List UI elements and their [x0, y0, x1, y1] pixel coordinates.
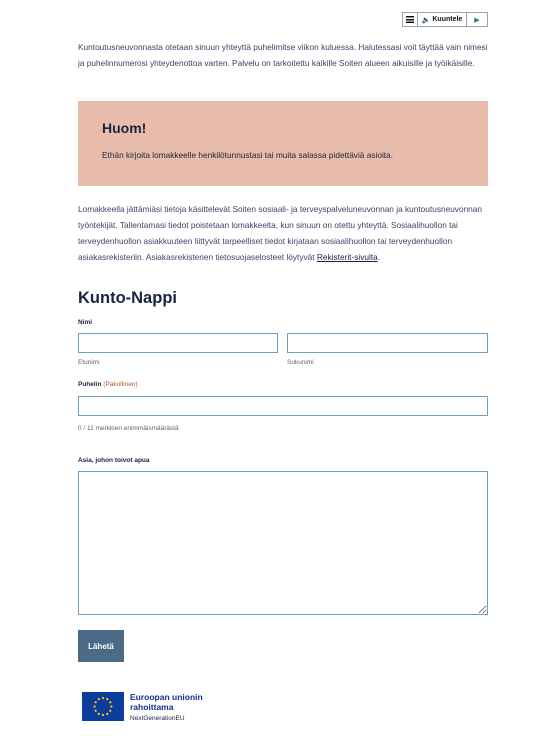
topic-label: Asia, johon toivot apua	[78, 457, 150, 464]
privacy-text: Lomakkeella jättämiäsi tietoja käsittelevät Soiten sosiaali- ja terveyspalveluneuvonnan ja kuntoutusneuvonnan työntekijät. Tallentamasi tiedot poistetaan lomakkeelta, kun sinuun on otettu yhteyttä. Sosiaalihuollon tai terveydenhuollon asiakkuuteen liittyvät tarpeelliset tiedot kirjataan sosiaalihuollon tai terveydenhuollon asiakasrekisteriin. Asiakasrekisterien tietosuojaselosteet löytyvät	[78, 204, 483, 262]
eu-text	[130, 692, 203, 722]
play-icon[interactable]: ▶	[474, 16, 480, 24]
read-aloud-toolbar	[402, 12, 488, 27]
privacy-end: .	[377, 252, 381, 262]
listen-label: Kuuntele	[432, 16, 463, 23]
first-name-sublabel: Etunimi	[78, 359, 100, 366]
eu-line-1: Euroopan unionin	[130, 692, 203, 702]
registers-link[interactable]: Rekisterit-sivulta	[316, 252, 378, 262]
notice-text: Ethän kirjoita lomakkeelle henkilötunnustasi tai muita salassa pidettäviä asioita.	[102, 150, 394, 160]
phone-label-text: Puhelin	[78, 381, 102, 388]
form-title: Kunto-Nappi	[78, 289, 177, 307]
phone-label	[78, 381, 138, 388]
name-label: Nimi	[78, 319, 93, 326]
phone-input[interactable]	[78, 396, 488, 416]
notice-box	[78, 101, 488, 186]
privacy-info	[78, 201, 488, 265]
eu-funding-logo	[82, 692, 203, 722]
listen-button[interactable]	[418, 13, 467, 26]
eu-stars	[82, 692, 124, 721]
eu-flag-icon	[82, 692, 124, 721]
submit-button[interactable]: Lähetä	[78, 630, 124, 662]
required-indicator: (Pakollinen)	[103, 381, 138, 388]
notice-title: Huom!	[102, 120, 147, 136]
menu-icon[interactable]	[403, 13, 418, 26]
first-name-input[interactable]	[78, 333, 278, 353]
topic-textarea[interactable]	[78, 471, 488, 615]
last-name-sublabel: Sukunimi	[287, 359, 314, 366]
phone-char-counter: 0 / 11 merkkien enimmäismäärästä	[78, 425, 179, 432]
eu-line-2: rahoittama	[130, 702, 174, 712]
last-name-input[interactable]	[287, 333, 488, 353]
intro-text: Kuntoutusneuvonnasta otetaan sinuun yhteyttä puhelimitse viikon kuluessa. Halutessasi voit täyttää vain nimesi ja puhelinnumerosi yhteydenottoa varten. Palvelu on tarkoitettu kaikille Soiten alueen aikuisille ja työikäisille.	[78, 42, 488, 68]
eu-line-3: NextGenerationEU	[130, 715, 185, 722]
speaker-icon: 🔈	[421, 16, 431, 24]
